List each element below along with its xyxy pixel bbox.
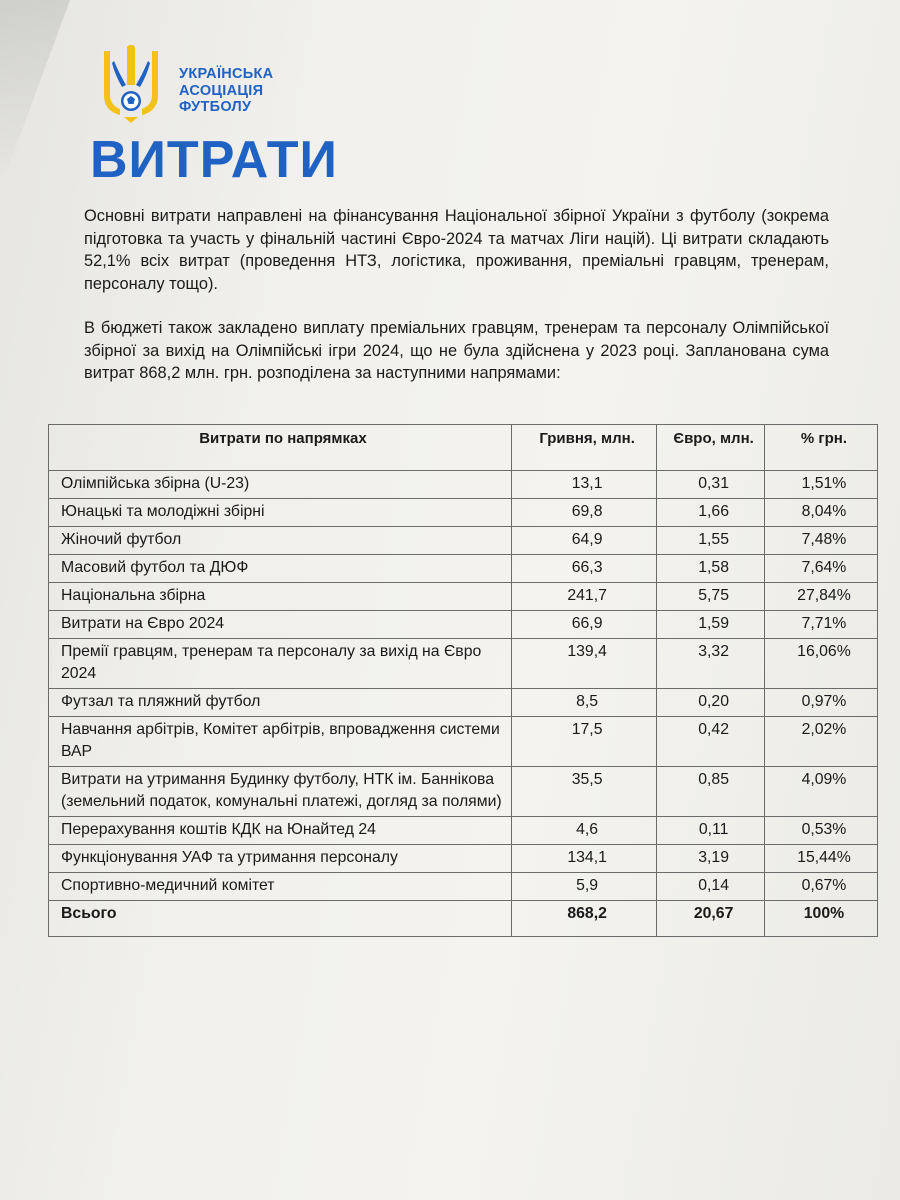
- row-percent: 15,44%: [764, 845, 877, 873]
- table-row: [49, 689, 878, 717]
- total-uah: 868,2: [511, 901, 656, 937]
- table-row: [49, 639, 878, 689]
- table-body: [49, 471, 878, 901]
- row-uah: 17,5: [511, 717, 656, 767]
- row-category: Юнацькі та молодіжні збірні: [49, 499, 512, 527]
- table-row: [49, 817, 878, 845]
- row-uah: 139,4: [511, 639, 656, 689]
- row-eur: 3,32: [657, 639, 765, 689]
- row-category: Навчання арбітрів, Комітет арбітрів, впровадження системи ВАР: [49, 717, 512, 767]
- row-uah: 66,9: [511, 611, 656, 639]
- row-eur: 0,11: [657, 817, 765, 845]
- row-uah: 4,6: [511, 817, 656, 845]
- row-eur: 0,42: [657, 717, 765, 767]
- table-row: [49, 873, 878, 901]
- row-eur: 1,58: [657, 555, 765, 583]
- trident-football-icon: [100, 45, 162, 123]
- logo-line-1: УКРАЇНСЬКА: [179, 66, 274, 82]
- row-uah: 66,3: [511, 555, 656, 583]
- row-percent: 7,64%: [764, 555, 877, 583]
- row-category: Жіночий футбол: [49, 527, 512, 555]
- row-eur: 0,20: [657, 689, 765, 717]
- row-category: Олімпійська збірна (U-23): [49, 471, 512, 499]
- row-uah: 8,5: [511, 689, 656, 717]
- row-category: Національна збірна: [49, 583, 512, 611]
- header-uah: Гривня, млн.: [511, 425, 656, 471]
- row-percent: 7,48%: [764, 527, 877, 555]
- underlying-page-edge: [0, 0, 70, 190]
- intro-paragraph: Основні витрати направлені на фінансування Національної збірної України з футболу (зокрема підготовка та участь у фінальній частині Євро-2024 та матчах Ліги націй). Ці витрати складають 52,1% всіх витрат (проведення НТЗ, логістика, проживання, преміальні гравцям, тренерам, персоналу тощо).: [84, 207, 829, 293]
- row-category: Футзал та пляжний футбол: [49, 689, 512, 717]
- row-uah: 5,9: [511, 873, 656, 901]
- total-eur: 20,67: [657, 901, 765, 937]
- row-percent: 16,06%: [764, 639, 877, 689]
- uaf-logo: [100, 45, 300, 125]
- row-uah: 134,1: [511, 845, 656, 873]
- total-label: Всього: [49, 901, 512, 937]
- table-row: [49, 499, 878, 527]
- row-uah: 13,1: [511, 471, 656, 499]
- table-total-row: [49, 901, 878, 937]
- row-percent: 2,02%: [764, 717, 877, 767]
- logo-wordmark: [179, 66, 273, 116]
- row-eur: 0,85: [657, 767, 765, 817]
- row-eur: 3,19: [657, 845, 765, 873]
- row-uah: 35,5: [511, 767, 656, 817]
- row-eur: 0,31: [657, 471, 765, 499]
- total-percent: 100%: [764, 901, 877, 937]
- table-row: [49, 717, 878, 767]
- budget-paragraph: В бюджеті також закладено виплату преміальних гравцям, тренерам та персоналу Олімпійської збірної за вихід на Олімпійські ігри 2024, що не була здійснена у 2023 році. Запланована сума витрат 868,2 млн. грн. розподілена за наступними напрямами:: [84, 319, 829, 382]
- row-percent: 0,67%: [764, 873, 877, 901]
- logo-line-3: ФУТБОЛУ: [179, 99, 252, 115]
- table-header-row: [49, 425, 878, 471]
- table-row: [49, 471, 878, 499]
- row-percent: 27,84%: [764, 583, 877, 611]
- header-percent: % грн.: [764, 425, 877, 471]
- row-percent: 0,53%: [764, 817, 877, 845]
- row-eur: 1,66: [657, 499, 765, 527]
- row-percent: 0,97%: [764, 689, 877, 717]
- row-eur: 1,55: [657, 527, 765, 555]
- page-title: ВИТРАТИ: [90, 131, 338, 189]
- row-uah: 69,8: [511, 499, 656, 527]
- row-percent: 8,04%: [764, 499, 877, 527]
- row-uah: 241,7: [511, 583, 656, 611]
- header-category: Витрати по напрямках: [49, 425, 512, 471]
- row-category: Масовий футбол та ДЮФ: [49, 555, 512, 583]
- row-percent: 1,51%: [764, 471, 877, 499]
- expenses-table: [48, 424, 878, 937]
- logo-line-2: АСОЦІАЦІЯ: [179, 82, 264, 99]
- row-percent: 4,09%: [764, 767, 877, 817]
- row-eur: 0,14: [657, 873, 765, 901]
- table-row: [49, 583, 878, 611]
- table-row: [49, 555, 878, 583]
- table-row: [49, 611, 878, 639]
- table-row: [49, 845, 878, 873]
- row-eur: 5,75: [657, 583, 765, 611]
- row-percent: 7,71%: [764, 611, 877, 639]
- header-eur: Євро, млн.: [657, 425, 765, 471]
- row-category: Функціонування УАФ та утримання персоналу: [49, 845, 512, 873]
- row-category: Витрати на утримання Будинку футболу, НТК ім. Баннікова (земельний податок, комунальні платежі, догляд за полями): [49, 767, 512, 817]
- row-category: Перерахування коштів КДК на Юнайтед 24: [49, 817, 512, 845]
- row-category: Витрати на Євро 2024: [49, 611, 512, 639]
- table-row: [49, 527, 878, 555]
- row-uah: 64,9: [511, 527, 656, 555]
- row-category: Премії гравцям, тренерам та персоналу за вихід на Євро 2024: [49, 639, 512, 689]
- row-category: Спортивно-медичний комітет: [49, 873, 512, 901]
- row-eur: 1,59: [657, 611, 765, 639]
- table-row: [49, 767, 878, 817]
